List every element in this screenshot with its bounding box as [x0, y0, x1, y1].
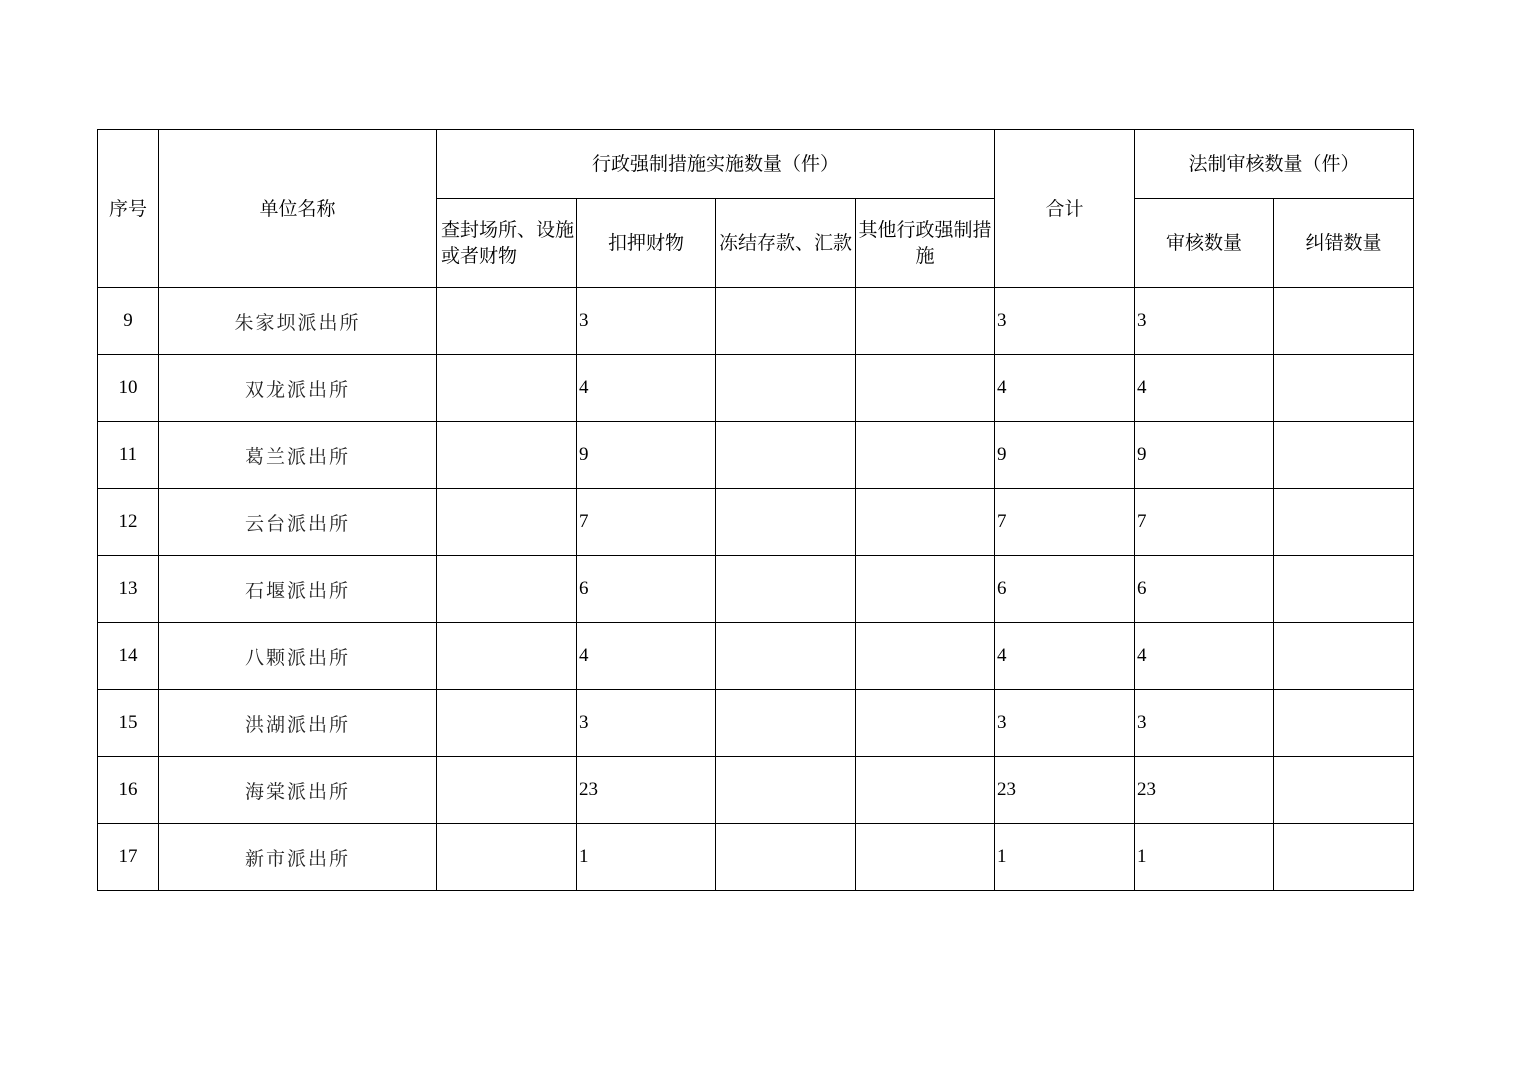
cell-unit-name: 朱家坝派出所	[159, 288, 437, 355]
table-row	[98, 355, 1414, 422]
cell-seize: 23	[577, 757, 716, 824]
cell-freeze	[716, 489, 856, 556]
cell-other	[856, 623, 995, 690]
cell-unit-name: 云台派出所	[159, 489, 437, 556]
cell-other	[856, 556, 995, 623]
cell-seize: 3	[577, 288, 716, 355]
cell-review: 3	[1135, 288, 1274, 355]
table-row	[98, 556, 1414, 623]
cell-review: 4	[1135, 623, 1274, 690]
cell-correction	[1274, 288, 1414, 355]
header-seq: 序号	[98, 130, 159, 288]
cell-seal	[437, 355, 577, 422]
cell-seal	[437, 422, 577, 489]
cell-other	[856, 422, 995, 489]
cell-correction	[1274, 824, 1414, 891]
cell-correction	[1274, 556, 1414, 623]
cell-seize: 4	[577, 355, 716, 422]
header-review-group: 法制审核数量（件）	[1135, 130, 1414, 199]
header-row-1	[98, 130, 1414, 199]
cell-total: 1	[995, 824, 1135, 891]
cell-total: 9	[995, 422, 1135, 489]
cell-freeze	[716, 757, 856, 824]
cell-correction	[1274, 422, 1414, 489]
cell-other	[856, 489, 995, 556]
cell-other	[856, 288, 995, 355]
enforcement-statistics-table	[97, 129, 1414, 891]
cell-freeze	[716, 824, 856, 891]
cell-review: 1	[1135, 824, 1274, 891]
table-row	[98, 422, 1414, 489]
cell-seal	[437, 690, 577, 757]
cell-total: 3	[995, 288, 1135, 355]
cell-seq: 11	[98, 422, 159, 489]
cell-seize: 1	[577, 824, 716, 891]
cell-seq: 10	[98, 355, 159, 422]
cell-other	[856, 757, 995, 824]
cell-seal	[437, 757, 577, 824]
cell-review: 7	[1135, 489, 1274, 556]
table-row	[98, 757, 1414, 824]
cell-other	[856, 824, 995, 891]
cell-correction	[1274, 690, 1414, 757]
cell-seize: 9	[577, 422, 716, 489]
header-correction-count: 纠错数量	[1274, 199, 1414, 288]
cell-review: 4	[1135, 355, 1274, 422]
cell-freeze	[716, 690, 856, 757]
cell-review: 3	[1135, 690, 1274, 757]
cell-other	[856, 690, 995, 757]
header-unit-name: 单位名称	[159, 130, 437, 288]
cell-seal	[437, 489, 577, 556]
cell-unit-name: 双龙派出所	[159, 355, 437, 422]
cell-unit-name: 新市派出所	[159, 824, 437, 891]
cell-freeze	[716, 355, 856, 422]
cell-freeze	[716, 623, 856, 690]
cell-unit-name: 葛兰派出所	[159, 422, 437, 489]
cell-correction	[1274, 489, 1414, 556]
cell-seq: 13	[98, 556, 159, 623]
header-measures-group: 行政强制措施实施数量（件）	[437, 130, 995, 199]
table-row	[98, 824, 1414, 891]
table-row	[98, 489, 1414, 556]
cell-seal	[437, 556, 577, 623]
cell-correction	[1274, 757, 1414, 824]
header-total: 合计	[995, 130, 1135, 288]
cell-other	[856, 355, 995, 422]
header-seize: 扣押财物	[577, 199, 716, 288]
cell-review: 9	[1135, 422, 1274, 489]
cell-seize: 6	[577, 556, 716, 623]
cell-seq: 17	[98, 824, 159, 891]
cell-seize: 3	[577, 690, 716, 757]
cell-seal	[437, 824, 577, 891]
cell-seal	[437, 288, 577, 355]
header-freeze: 冻结存款、汇款	[716, 199, 856, 288]
cell-review: 23	[1135, 757, 1274, 824]
table-row	[98, 690, 1414, 757]
cell-total: 3	[995, 690, 1135, 757]
cell-freeze	[716, 422, 856, 489]
cell-unit-name: 八颗派出所	[159, 623, 437, 690]
header-review-count: 审核数量	[1135, 199, 1274, 288]
cell-total: 23	[995, 757, 1135, 824]
cell-unit-name: 海棠派出所	[159, 757, 437, 824]
cell-correction	[1274, 623, 1414, 690]
cell-unit-name: 石堰派出所	[159, 556, 437, 623]
table-row	[98, 623, 1414, 690]
cell-seal	[437, 623, 577, 690]
cell-review: 6	[1135, 556, 1274, 623]
cell-correction	[1274, 355, 1414, 422]
header-other-measures: 其他行政强制措施	[856, 199, 995, 288]
cell-total: 4	[995, 623, 1135, 690]
cell-seq: 15	[98, 690, 159, 757]
cell-freeze	[716, 556, 856, 623]
cell-freeze	[716, 288, 856, 355]
cell-seq: 12	[98, 489, 159, 556]
cell-seq: 9	[98, 288, 159, 355]
cell-total: 6	[995, 556, 1135, 623]
cell-seize: 7	[577, 489, 716, 556]
cell-seq: 14	[98, 623, 159, 690]
header-seal: 查封场所、设施或者财物	[437, 199, 577, 288]
table-row	[98, 288, 1414, 355]
cell-total: 4	[995, 355, 1135, 422]
cell-seize: 4	[577, 623, 716, 690]
cell-unit-name: 洪湖派出所	[159, 690, 437, 757]
cell-total: 7	[995, 489, 1135, 556]
cell-seq: 16	[98, 757, 159, 824]
